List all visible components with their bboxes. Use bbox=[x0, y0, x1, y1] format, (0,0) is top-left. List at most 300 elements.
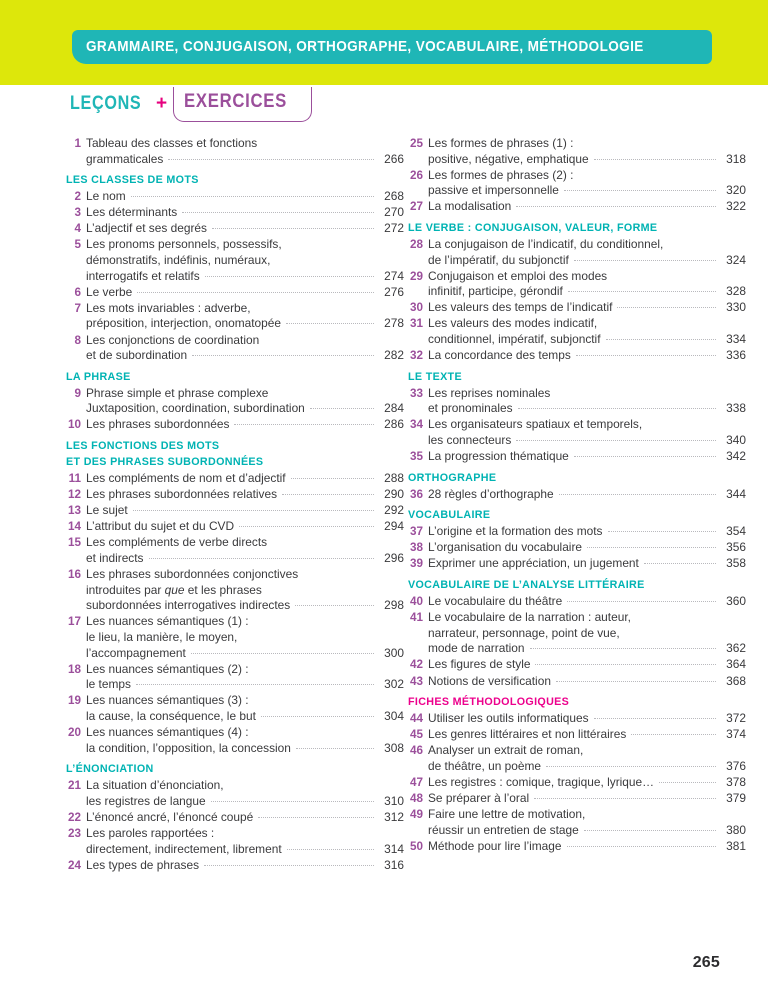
toc-entry-line bbox=[86, 348, 404, 364]
toc-entry-body bbox=[86, 778, 404, 809]
toc-entry-page: 342 bbox=[726, 449, 746, 464]
toc-entry-page: 322 bbox=[726, 199, 746, 214]
leader-dots bbox=[205, 276, 374, 277]
toc-entry-line bbox=[86, 794, 404, 810]
toc-entry-page: 298 bbox=[384, 598, 404, 613]
toc-entry[interactable] bbox=[66, 221, 404, 237]
toc-entry-title: Méthode pour lire l’image bbox=[428, 838, 562, 853]
toc-entry-body bbox=[86, 810, 404, 826]
toc-entry-body bbox=[86, 301, 404, 332]
toc-entry[interactable] bbox=[408, 657, 746, 673]
toc-entry-title: Les compléments de nom et d’adjectif bbox=[86, 471, 286, 485]
toc-entry-number: 32 bbox=[409, 349, 423, 363]
toc-entry-line bbox=[428, 839, 746, 855]
toc-entry-line bbox=[428, 626, 746, 642]
toc-entry-number: 29 bbox=[409, 269, 423, 283]
toc-entry-title: passive et impersonnelle bbox=[428, 183, 559, 198]
toc-entry-body bbox=[428, 657, 746, 673]
toc-entry-title: L’origine et la formation des mots bbox=[428, 524, 603, 539]
toc-entry-body bbox=[428, 556, 746, 572]
toc-entry-body bbox=[428, 386, 746, 417]
toc-entry-title: Le vocabulaire du théâtre bbox=[428, 594, 563, 609]
toc-entry-page: 358 bbox=[726, 556, 746, 571]
leader-dots bbox=[587, 547, 716, 548]
toc-entry-title: et indirects bbox=[86, 550, 144, 565]
toc-entry[interactable] bbox=[66, 693, 404, 724]
toc-entry[interactable] bbox=[408, 775, 746, 791]
toc-entry[interactable] bbox=[66, 567, 404, 614]
toc-entry-page: 296 bbox=[384, 550, 404, 565]
toc-entry-title: Le sujet bbox=[86, 503, 128, 518]
toc-entry-title: Le nom bbox=[86, 189, 126, 204]
toc-entry-title: directement, indirectement, librement bbox=[86, 841, 282, 856]
toc-entry-page: 308 bbox=[384, 740, 404, 755]
toc-entry-title: Les organisateurs spatiaux et temporels, bbox=[428, 417, 643, 432]
toc-entry[interactable] bbox=[408, 386, 746, 417]
toc-entry-number: 9 bbox=[74, 386, 81, 400]
toc-entry-line bbox=[86, 221, 404, 237]
toc-entry-page: 356 bbox=[726, 540, 746, 555]
toc-entry-page: 338 bbox=[726, 401, 746, 416]
toc-entry[interactable] bbox=[408, 524, 746, 540]
toc-entry-line bbox=[86, 826, 404, 842]
toc-entry-page: 380 bbox=[726, 822, 746, 837]
toc-entry-page: 334 bbox=[726, 332, 746, 347]
toc-entry-body bbox=[86, 487, 404, 503]
toc-entry[interactable] bbox=[66, 535, 404, 566]
toc-columns bbox=[0, 136, 768, 874]
leader-dots bbox=[258, 817, 374, 818]
lecons-exercices-label bbox=[70, 90, 312, 124]
toc-entry-page: 368 bbox=[726, 673, 746, 688]
toc-entry-body bbox=[86, 693, 404, 724]
toc-entry-line bbox=[86, 630, 404, 646]
toc-entry[interactable] bbox=[408, 743, 746, 774]
toc-entry-number: 30 bbox=[409, 301, 423, 315]
toc-entry[interactable] bbox=[66, 519, 404, 535]
toc-entry-line bbox=[428, 807, 746, 823]
toc-entry-title: Les nuances sémantiques (4) : bbox=[86, 725, 249, 739]
toc-entry[interactable] bbox=[408, 594, 746, 610]
chapter-banner-title: GRAMMAIRE, CONJUGAISON, ORTHOGRAPHE, VOCABULAIRE, MÉTHODOLOGIE bbox=[86, 39, 644, 55]
leader-dots bbox=[192, 355, 374, 356]
toc-entry-page: 372 bbox=[726, 711, 746, 726]
toc-entry-title: Les valeurs des temps de l’indicatif bbox=[428, 300, 613, 315]
leader-dots bbox=[295, 605, 374, 606]
toc-entry-title: infinitif, participe, gérondif bbox=[428, 284, 563, 299]
toc-entry-line bbox=[86, 301, 404, 317]
toc-entry-title: Les types de phrases bbox=[86, 857, 200, 872]
toc-entry-line bbox=[428, 759, 746, 775]
toc-entry[interactable] bbox=[408, 237, 746, 268]
toc-entry-line bbox=[86, 646, 404, 662]
toc-entry[interactable] bbox=[66, 189, 404, 205]
toc-entry-title: l’accompagnement bbox=[86, 645, 186, 660]
toc-entry-title: Les formes de phrases (2) : bbox=[428, 167, 574, 182]
toc-entry[interactable] bbox=[408, 674, 746, 690]
toc-entry-page: 376 bbox=[726, 758, 746, 773]
toc-entry[interactable] bbox=[408, 807, 746, 838]
toc-entry-number: 5 bbox=[74, 238, 81, 252]
toc-entry-body bbox=[428, 674, 746, 690]
toc-entry-body bbox=[428, 199, 746, 215]
toc-entry[interactable] bbox=[408, 487, 746, 503]
toc-column-right bbox=[408, 136, 746, 874]
leader-dots bbox=[310, 408, 374, 409]
toc-entry-page: 302 bbox=[384, 677, 404, 692]
toc-entry-body bbox=[428, 594, 746, 610]
toc-entry-line bbox=[428, 487, 746, 503]
leader-dots bbox=[556, 681, 716, 682]
toc-entry-title: Le verbe bbox=[86, 284, 133, 299]
toc-entry[interactable] bbox=[66, 136, 404, 167]
leader-dots bbox=[617, 307, 716, 308]
toc-entry-title: La progression thématique bbox=[428, 449, 569, 464]
toc-entry-number: 39 bbox=[409, 557, 423, 571]
toc-entry-title: L’adjectif et ses degrés bbox=[86, 221, 207, 236]
toc-entry-title: Les phrases subordonnées conjonctives bbox=[86, 567, 299, 582]
toc-entry[interactable] bbox=[408, 791, 746, 807]
toc-entry-page: 312 bbox=[384, 809, 404, 824]
toc-entry[interactable] bbox=[66, 237, 404, 284]
toc-entry-number: 19 bbox=[67, 694, 81, 708]
section-header: ET DES PHRASES SUBORDONNÉES bbox=[66, 456, 264, 468]
toc-entry[interactable] bbox=[408, 610, 746, 657]
toc-entry[interactable] bbox=[66, 205, 404, 221]
toc-entry-page: 272 bbox=[384, 221, 404, 236]
toc-entry[interactable] bbox=[66, 285, 404, 301]
toc-entry-line bbox=[428, 269, 746, 285]
leader-dots bbox=[574, 456, 716, 457]
toc-entry-body bbox=[428, 839, 746, 855]
toc-entry-line bbox=[86, 598, 404, 614]
toc-entry-page: 318 bbox=[726, 151, 746, 166]
leader-dots bbox=[212, 228, 374, 229]
toc-entry[interactable] bbox=[408, 168, 746, 199]
toc-entry[interactable] bbox=[66, 858, 404, 874]
toc-entry-page: 266 bbox=[384, 151, 404, 166]
toc-entry-number: 8 bbox=[74, 333, 81, 347]
toc-entry-title: démonstratifs, indéfinis, numéraux, bbox=[86, 253, 271, 268]
toc-entry-title: Les genres littéraires et non littéraires bbox=[428, 727, 627, 742]
toc-entry-page: 290 bbox=[384, 487, 404, 502]
toc-entry-body bbox=[428, 136, 746, 167]
toc-entry-number: 41 bbox=[409, 611, 423, 625]
toc-entry-title: interrogatifs et relatifs bbox=[86, 268, 200, 283]
leader-dots bbox=[136, 684, 374, 685]
leader-dots bbox=[239, 526, 374, 527]
leader-dots bbox=[516, 206, 716, 207]
leader-dots bbox=[568, 291, 716, 292]
toc-entry[interactable] bbox=[408, 199, 746, 215]
page-number: 265 bbox=[692, 954, 720, 971]
toc-entry-title: Faire une lettre de motivation, bbox=[428, 807, 586, 822]
toc-entry-number: 50 bbox=[409, 839, 423, 853]
toc-entry[interactable] bbox=[408, 269, 746, 300]
toc-entry-title: Les pronoms personnels, possessifs, bbox=[86, 237, 282, 252]
toc-entry-line bbox=[428, 743, 746, 759]
toc-entry-number: 45 bbox=[409, 728, 423, 742]
toc-entry-title: et de subordination bbox=[86, 348, 188, 363]
toc-entry-line bbox=[86, 237, 404, 253]
toc-entry-number: 2 bbox=[74, 190, 81, 204]
toc-entry-number: 47 bbox=[409, 776, 423, 789]
toc-entry[interactable] bbox=[408, 136, 746, 167]
toc-entry-title: Les mots invariables : adverbe, bbox=[86, 300, 251, 315]
toc-entry-page: 270 bbox=[384, 205, 404, 220]
toc-entry-number: 6 bbox=[74, 285, 81, 299]
toc-entry-title: grammaticales bbox=[86, 151, 164, 166]
toc-entry-number: 17 bbox=[67, 615, 81, 629]
toc-entry-line bbox=[86, 152, 404, 168]
lecons-label: LEÇONS bbox=[70, 93, 142, 114]
toc-entry-title: Les figures de style bbox=[428, 657, 531, 672]
toc-entry[interactable] bbox=[408, 348, 746, 364]
toc-entry-body bbox=[428, 237, 746, 268]
leader-dots bbox=[534, 798, 716, 799]
toc-entry-line bbox=[86, 503, 404, 519]
toc-entry-number: 1 bbox=[74, 137, 81, 150]
toc-entry-title: de l’impératif, du subjonctif bbox=[428, 252, 569, 267]
toc-entry-page: 324 bbox=[726, 252, 746, 267]
toc-entry-number: 11 bbox=[68, 472, 81, 485]
toc-entry-title: Les formes de phrases (1) : bbox=[428, 136, 574, 150]
toc-entry-title: réussir un entretien de stage bbox=[428, 822, 579, 837]
toc-entry-body bbox=[86, 725, 404, 756]
toc-entry-title: conditionnel, impératif, subjonctif bbox=[428, 332, 601, 347]
toc-entry-title: les connecteurs bbox=[428, 433, 512, 447]
toc-entry[interactable] bbox=[66, 810, 404, 826]
toc-entry-page: 294 bbox=[384, 519, 404, 534]
toc-entry-body bbox=[428, 417, 746, 448]
toc-entry-number: 3 bbox=[74, 206, 81, 220]
leader-dots bbox=[282, 494, 374, 495]
toc-entry-number: 42 bbox=[409, 658, 423, 672]
toc-entry-body bbox=[86, 858, 404, 874]
toc-entry-line bbox=[86, 709, 404, 725]
toc-entry[interactable] bbox=[66, 614, 404, 661]
toc-entry-title: Juxtaposition, coordination, subordination bbox=[86, 401, 305, 416]
leader-dots bbox=[286, 323, 374, 324]
toc-entry-page: 288 bbox=[384, 471, 404, 485]
section-header: VOCABULAIRE bbox=[408, 509, 491, 522]
toc-entry-line bbox=[86, 842, 404, 858]
toc-entry-title: L’organisation du vocabulaire bbox=[428, 540, 583, 555]
toc-entry[interactable] bbox=[66, 725, 404, 756]
toc-entry-number: 18 bbox=[67, 662, 81, 676]
toc-entry-title: les registres de langue bbox=[86, 793, 206, 808]
toc-entry-body bbox=[428, 168, 746, 199]
toc-entry-line bbox=[428, 284, 746, 300]
toc-entry-title: subordonnées interrogatives indirectes bbox=[86, 598, 291, 613]
toc-entry-line bbox=[428, 199, 746, 215]
toc-entry[interactable] bbox=[408, 449, 746, 465]
toc-entry-body bbox=[86, 826, 404, 857]
leader-dots bbox=[137, 292, 374, 293]
toc-entry-body bbox=[428, 269, 746, 300]
toc-entry-body bbox=[428, 807, 746, 838]
toc-entry-body bbox=[86, 614, 404, 661]
toc-entry[interactable] bbox=[408, 540, 746, 556]
toc-entry-line bbox=[428, 152, 746, 168]
toc-entry-body bbox=[428, 711, 746, 727]
toc-entry-title: Analyser un extrait de roman, bbox=[428, 743, 584, 758]
toc-entry-line bbox=[86, 567, 404, 583]
toc-entry-page: 379 bbox=[726, 791, 746, 806]
leader-dots bbox=[594, 159, 716, 160]
toc-entry-number: 37 bbox=[409, 525, 423, 539]
toc-entry-page: 274 bbox=[384, 268, 404, 283]
toc-entry[interactable] bbox=[408, 711, 746, 727]
toc-entry-title: le temps bbox=[86, 677, 131, 692]
toc-entry-number: 25 bbox=[409, 137, 423, 150]
toc-entry-line bbox=[86, 810, 404, 826]
toc-entry-number: 26 bbox=[409, 168, 423, 182]
toc-entry-line bbox=[86, 471, 404, 487]
toc-entry[interactable] bbox=[66, 386, 404, 417]
leader-dots bbox=[644, 563, 716, 564]
toc-entry[interactable] bbox=[66, 333, 404, 364]
leader-dots bbox=[574, 260, 716, 261]
toc-entry-body bbox=[86, 417, 404, 433]
toc-entry-title: la condition, l’opposition, la concession bbox=[86, 740, 291, 755]
toc-entry-line bbox=[428, 417, 746, 433]
toc-entry[interactable] bbox=[66, 503, 404, 519]
toc-entry[interactable] bbox=[66, 417, 404, 433]
toc-entry-number: 36 bbox=[409, 487, 423, 501]
leader-dots bbox=[530, 648, 716, 649]
toc-entry-line bbox=[428, 348, 746, 364]
toc-entry-line bbox=[428, 524, 746, 540]
toc-entry-body bbox=[428, 487, 746, 503]
toc-entry-line bbox=[428, 727, 746, 743]
toc-entry-body bbox=[428, 348, 746, 364]
toc-entry-page: 278 bbox=[384, 316, 404, 331]
toc-entry-page: 344 bbox=[726, 486, 746, 501]
toc-entry-number: 12 bbox=[67, 488, 81, 502]
toc-entry-number: 38 bbox=[409, 541, 423, 555]
leader-dots bbox=[131, 196, 374, 197]
toc-entry-body bbox=[428, 775, 746, 791]
toc-entry-line bbox=[86, 401, 404, 417]
section-header: ORTHOGRAPHE bbox=[408, 471, 497, 484]
toc-entry-line bbox=[86, 583, 404, 599]
toc-entry-title: Les phrases subordonnées bbox=[86, 417, 230, 432]
toc-entry-title: Les nuances sémantiques (2) : bbox=[86, 661, 249, 676]
toc-entry[interactable] bbox=[66, 778, 404, 809]
toc-entry-page: 364 bbox=[726, 657, 746, 672]
toc-entry-title: introduites par que et les phrases bbox=[86, 582, 262, 597]
exercices-label: EXERCICES bbox=[184, 91, 288, 112]
toc-entry-line bbox=[86, 386, 404, 402]
toc-entry-line bbox=[86, 741, 404, 757]
toc-entry-number: 24 bbox=[67, 858, 81, 872]
leader-dots bbox=[546, 766, 716, 767]
leader-dots bbox=[211, 801, 374, 802]
section-header: VOCABULAIRE DE L’ANALYSE LITTÉRAIRE bbox=[408, 579, 645, 592]
toc-entry-title: La conjugaison de l’indicatif, du conditionnel, bbox=[428, 236, 664, 251]
toc-entry[interactable] bbox=[66, 826, 404, 857]
toc-entry-number: 48 bbox=[409, 792, 423, 806]
toc-entry[interactable] bbox=[66, 301, 404, 332]
toc-entry-page: 330 bbox=[726, 300, 746, 315]
toc-entry-title: L’énoncé ancré, l’énoncé coupé bbox=[86, 809, 254, 824]
toc-entry-line bbox=[86, 778, 404, 794]
toc-entry-line bbox=[86, 662, 404, 678]
toc-entry-page: 292 bbox=[384, 503, 404, 518]
toc-entry-body bbox=[428, 449, 746, 465]
toc-entry[interactable] bbox=[408, 417, 746, 448]
toc-entry-title: Les conjonctions de coordination bbox=[86, 332, 260, 347]
toc-entry-title: le lieu, la manière, le moyen, bbox=[86, 629, 238, 644]
toc-entry-title: Le vocabulaire de la narration : auteur, bbox=[428, 610, 631, 625]
leader-dots bbox=[168, 159, 374, 160]
toc-entry-body bbox=[86, 333, 404, 364]
toc-entry-number: 33 bbox=[409, 386, 423, 400]
toc-entry-body bbox=[86, 285, 404, 301]
toc-entry-line bbox=[86, 519, 404, 535]
toc-entry[interactable] bbox=[408, 839, 746, 855]
toc-entry[interactable] bbox=[66, 471, 404, 487]
toc-entry-title: Utiliser les outils informatiques bbox=[428, 711, 589, 726]
toc-entry-body bbox=[86, 386, 404, 417]
toc-entry[interactable] bbox=[66, 487, 404, 503]
toc-entry-body bbox=[86, 237, 404, 284]
toc-entry-line bbox=[428, 237, 746, 253]
toc-entry-number: 27 bbox=[409, 200, 423, 214]
toc-entry-number: 35 bbox=[409, 450, 423, 464]
toc-entry-line bbox=[428, 449, 746, 465]
toc-entry-line bbox=[86, 136, 404, 152]
toc-entry[interactable] bbox=[408, 727, 746, 743]
toc-entry-page: 286 bbox=[384, 417, 404, 432]
section-header: LES FONCTIONS DES MOTS bbox=[66, 440, 220, 452]
toc-entry-line bbox=[428, 540, 746, 556]
toc-entry-line bbox=[86, 693, 404, 709]
toc-entry[interactable] bbox=[66, 662, 404, 693]
section-header: L’ÉNONCIATION bbox=[66, 763, 154, 776]
toc-entry-page: 314 bbox=[384, 841, 404, 856]
toc-entry-line bbox=[86, 677, 404, 693]
toc-entry-body bbox=[428, 610, 746, 657]
leader-dots bbox=[518, 408, 716, 409]
leader-dots bbox=[133, 510, 374, 511]
toc-entry-line bbox=[428, 556, 746, 572]
toc-entry-body bbox=[428, 524, 746, 540]
toc-entry[interactable] bbox=[408, 316, 746, 347]
toc-entry[interactable] bbox=[408, 556, 746, 572]
toc-entry-line bbox=[86, 253, 404, 269]
toc-entry-number: 46 bbox=[409, 744, 423, 758]
toc-entry-line bbox=[86, 535, 404, 551]
toc-entry-title: Phrase simple et phrase complexe bbox=[86, 385, 269, 400]
toc-entry-page: 374 bbox=[726, 727, 746, 742]
toc-entry-page: 360 bbox=[726, 594, 746, 609]
toc-entry-line bbox=[428, 183, 746, 199]
toc-entry-page: 316 bbox=[384, 857, 404, 872]
leader-dots bbox=[149, 558, 375, 559]
toc-entry-title: Les compléments de verbe directs bbox=[86, 535, 268, 550]
toc-entry-title: Exprimer une appréciation, un jugement bbox=[428, 556, 639, 571]
toc-entry-line bbox=[428, 823, 746, 839]
toc-entry[interactable] bbox=[408, 300, 746, 316]
leader-dots bbox=[516, 440, 716, 441]
toc-entry-line bbox=[428, 136, 746, 152]
toc-entry-title: Se préparer à l’oral bbox=[428, 791, 530, 806]
leader-dots bbox=[191, 653, 374, 654]
toc-entry-title: La situation d’énonciation, bbox=[86, 778, 224, 793]
toc-entry-page: 304 bbox=[384, 708, 404, 723]
